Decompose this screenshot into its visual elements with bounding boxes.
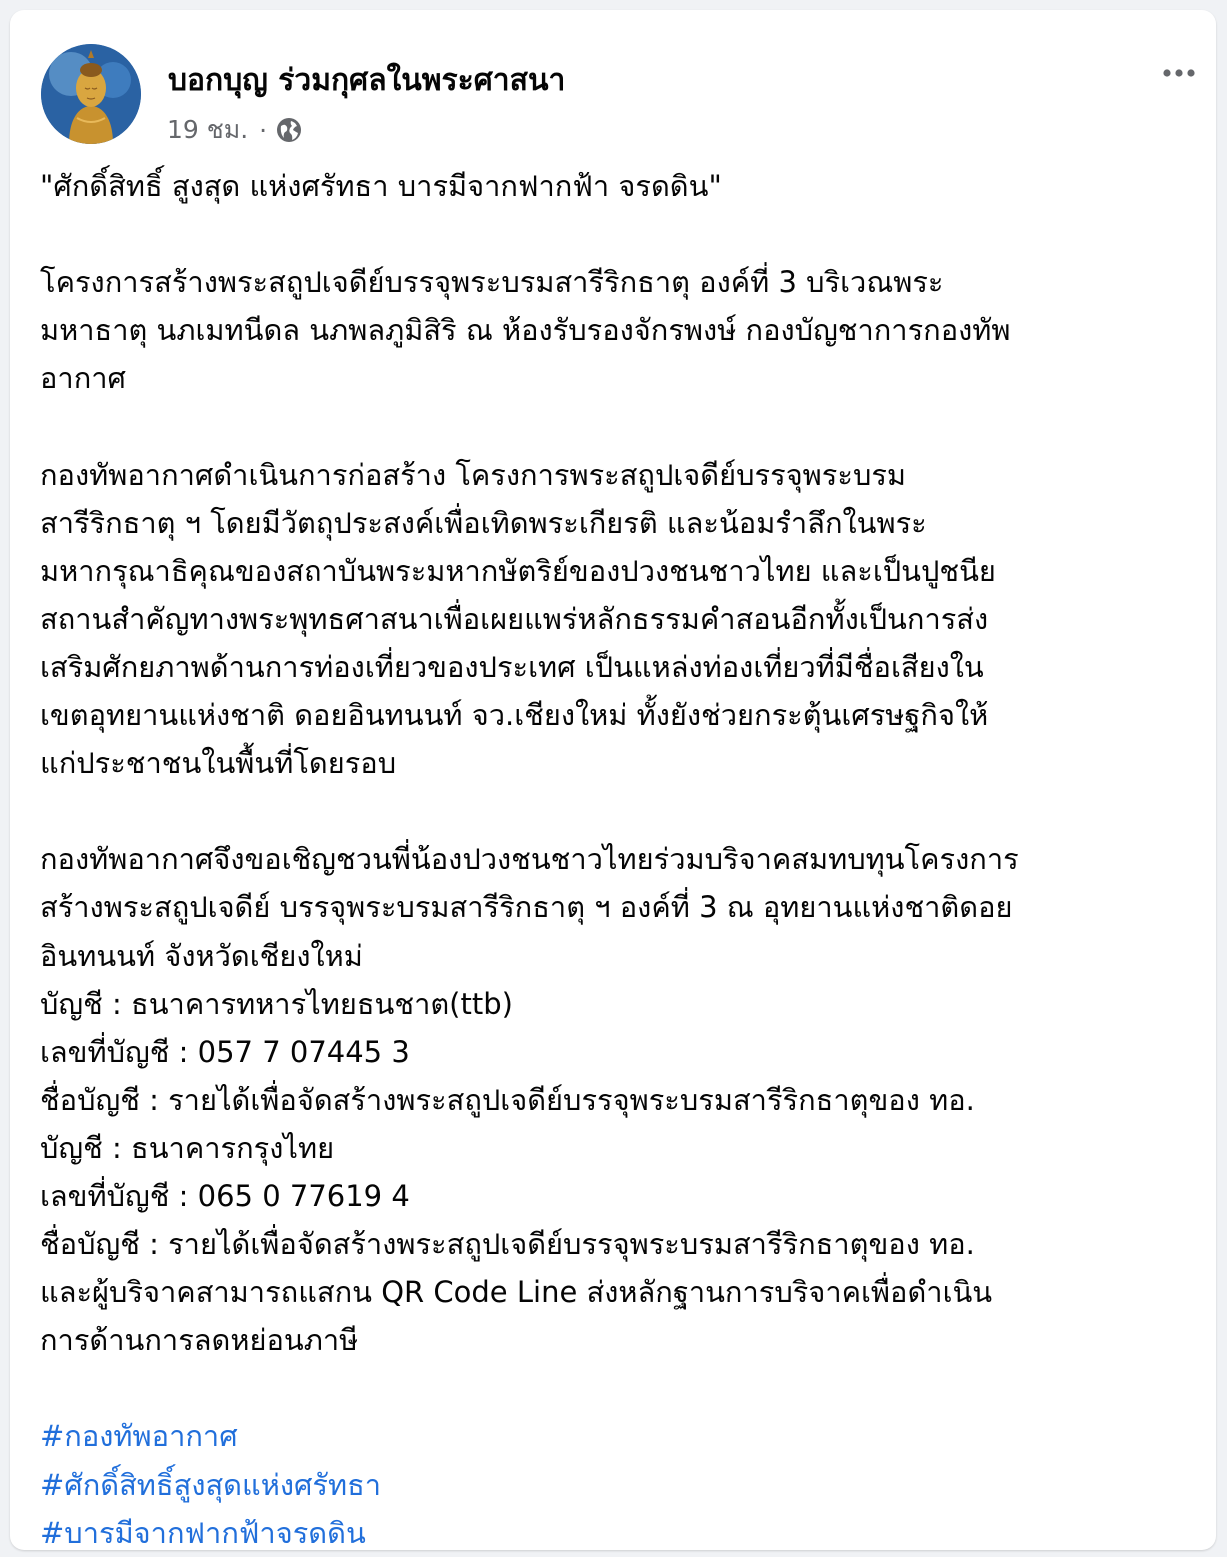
post-line bbox=[40, 210, 1200, 258]
post-line: เลขที่บัญชี : 065 0 77619 4 bbox=[40, 1178, 410, 1213]
post-line: เสริมศักยภาพด้านการท่องเที่ยวของประเทศ เป็นแหล่งท่องเที่ยวที่มีชื่อเสียงใน bbox=[40, 649, 984, 684]
globe-icon[interactable] bbox=[276, 117, 302, 143]
post-line: อากาศ bbox=[40, 361, 126, 396]
post-line: และผู้บริจาคสามารถแสกน QR Code Line ส่งหลักฐานการบริจาคเพื่อดำเนิน bbox=[40, 1275, 993, 1310]
post-line bbox=[40, 402, 1200, 450]
post-line: อินทนนท์ จังหวัดเชียงใหม่ bbox=[40, 938, 363, 973]
post-line bbox=[40, 1364, 1200, 1412]
post-line: "ศักดิ์สิทธิ์ สูงสุด แห่งศรัทธา บารมีจากฟากฟ้า จรดดิน" bbox=[40, 169, 722, 203]
post-meta bbox=[167, 110, 302, 150]
post-line: สารีริกธาตุ ฯ โดยมีวัตถุประสงค์เพื่อเทิดพระเกียรติ และน้อมรำลึกในพระ bbox=[40, 505, 927, 540]
hashtag-link[interactable]: #บารมีจากฟากฟ้าจรดดิน bbox=[40, 1515, 366, 1550]
post-line: มหากรุณาธิคุณของสถาบันพระมหากษัตริย์ของปวงชนชาวไทย และเป็นปูชนีย bbox=[40, 553, 996, 588]
post-header bbox=[10, 10, 1216, 160]
buddha-avatar-image bbox=[41, 44, 141, 144]
avatar[interactable] bbox=[41, 44, 141, 144]
post-timestamp[interactable]: 19 ชม. bbox=[167, 115, 249, 144]
hashtag-link[interactable]: #กองทัพอากาศ bbox=[40, 1419, 238, 1454]
meta-separator: · bbox=[259, 115, 268, 145]
post-line: สร้างพระสถูปเจดีย์ บรรจุพระบรมสารีริกธาตุ ฯ องค์ที่ 3 ณ อุทยานแห่งชาติดอย bbox=[40, 890, 1013, 925]
post-line: เขตอุทยานแห่งชาติ ดอยอินทนนท์ จว.เชียงใหม่ ทั้งยังช่วยกระตุ้นเศรษฐกิจให้ bbox=[40, 698, 989, 733]
post-line: บัญชี : ธนาคารกรุงไทย bbox=[40, 1130, 335, 1165]
hashtag-link[interactable]: #ศักดิ์สิทธิ์สูงสุดแห่งศรัทธา bbox=[40, 1467, 382, 1502]
post-line: เลขที่บัญชี : 057 7 07445 3 bbox=[40, 1034, 410, 1069]
more-options-icon[interactable] bbox=[1158, 52, 1200, 94]
post-body bbox=[40, 162, 1200, 1557]
post-line: โครงการสร้างพระสถูปเจดีย์บรรจุพระบรมสารีริกธาตุ องค์ที่ 3 บริเวณพระ bbox=[40, 265, 944, 300]
post-line: กองทัพอากาศดำเนินการก่อสร้าง โครงการพระสถูปเจดีย์บรรจุพระบรม bbox=[40, 457, 907, 492]
post-line: บัญชี : ธนาคารทหารไทยธนชาต(ttb) bbox=[40, 986, 513, 1021]
post-line bbox=[40, 787, 1200, 835]
post-line: ชื่อบัญชี : รายได้เพื่อจัดสร้างพระสถูปเจดีย์บรรจุพระบรมสารีริกธาตุของ ทอ. bbox=[40, 1082, 975, 1117]
post-line: ชื่อบัญชี : รายได้เพื่อจัดสร้างพระสถูปเจดีย์บรรจุพระบรมสารีริกธาตุของ ทอ. bbox=[40, 1227, 975, 1262]
post-line: มหาธาตุ นภเมทนีดล นภพลภูมิสิริ ณ ห้องรับรองจักรพงษ์ กองบัญชาการกองทัพ bbox=[40, 313, 1011, 348]
post-line: แก่ประชาชนในพื้นที่โดยรอบ bbox=[40, 746, 397, 781]
post-line: สถานสำคัญทางพระพุทธศาสนาเพื่อเผยแพร่หลักธรรมคำสอนอีกทั้งเป็นการส่ง bbox=[40, 601, 989, 636]
post-line: การด้านการลดหย่อนภาษี bbox=[40, 1323, 359, 1358]
author-name[interactable]: บอกบุญ ร่วมกุศลในพระศาสนา bbox=[168, 63, 566, 98]
post-line: กองทัพอากาศจึงขอเชิญชวนพี่น้องปวงชนชาวไทยร่วมบริจาคสมทบทุนโครงการ bbox=[40, 842, 1019, 877]
post-card bbox=[10, 10, 1216, 1550]
